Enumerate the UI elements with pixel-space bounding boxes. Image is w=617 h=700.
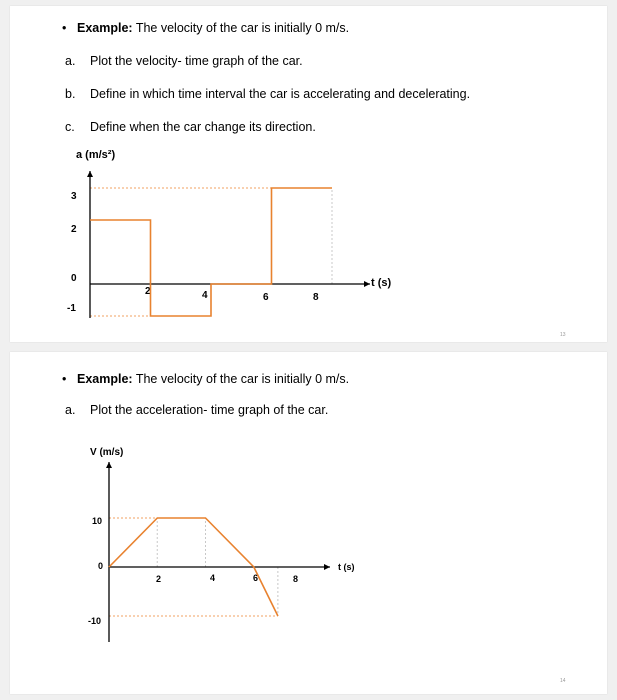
y-tick-label: 3: [71, 191, 77, 202]
page-number: 13: [560, 332, 566, 338]
x-axis-arrow: [324, 564, 330, 570]
bullet-icon: •: [62, 21, 67, 35]
y-tick-label: -10: [88, 616, 102, 626]
item-marker: b.: [65, 87, 76, 101]
y-tick-label: -1: [67, 303, 76, 314]
x-tick-label: 2: [156, 574, 162, 584]
y-tick-label: 2: [71, 224, 77, 235]
x-axis-arrow: [364, 281, 370, 287]
item-text: Plot the acceleration- time graph of the car.: [90, 403, 329, 417]
x-tick-label: 4: [210, 573, 216, 583]
y-axis-arrow: [106, 462, 112, 468]
x-axis-label: t (s): [338, 562, 355, 572]
item-text: Define in which time interval the car is accelerating and decelerating.: [90, 87, 471, 101]
item-text: Plot the velocity- time graph of the car.: [90, 54, 303, 68]
x-axis-label: t (s): [371, 277, 392, 289]
item-marker: a.: [65, 403, 76, 417]
example-text: The velocity of the car is initially 0 m/s.: [132, 372, 350, 386]
bullet-icon: •: [62, 372, 67, 386]
x-tick-label: 6: [263, 292, 269, 303]
slide-1: [10, 6, 607, 342]
y-axis-label: V (m/s): [90, 447, 124, 458]
y-tick-label: 0: [71, 273, 77, 284]
x-tick-label: 8: [313, 292, 319, 303]
y-axis-arrow: [87, 171, 93, 177]
page-number: 14: [560, 678, 566, 684]
acceleration-time-chart: [10, 6, 607, 342]
slide-2: [10, 352, 607, 694]
example-label: Example:: [77, 21, 133, 35]
x-tick-label: 8: [293, 574, 299, 584]
velocity-time-chart: [10, 352, 607, 694]
y-tick-label: 0: [98, 561, 104, 571]
x-tick-label: 6: [253, 573, 259, 583]
item-text: Define when the car change its direction.: [90, 120, 316, 134]
item-marker: c.: [65, 120, 75, 134]
item-marker: a.: [65, 54, 76, 68]
series-line: [90, 188, 332, 316]
y-axis-label: a (m/s²): [76, 149, 116, 161]
x-tick-label: 2: [145, 286, 151, 297]
example-label: Example:: [77, 372, 133, 386]
y-tick-label: 10: [92, 516, 103, 526]
x-tick-label: 4: [202, 290, 208, 301]
example-text: The velocity of the car is initially 0 m/s.: [132, 21, 350, 35]
